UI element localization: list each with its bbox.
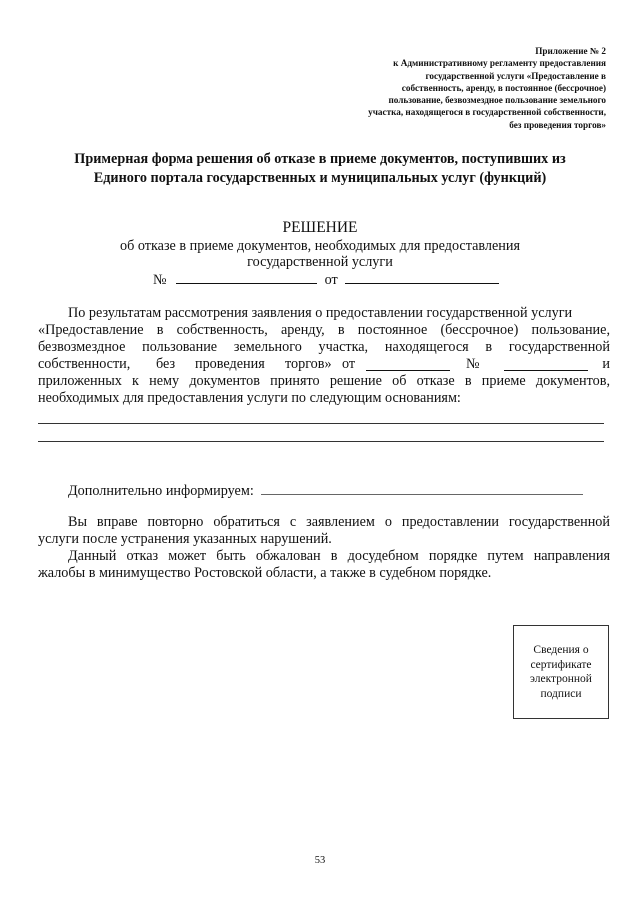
rights-line: Вы вправе повторно обратиться с заявлением о предоставлении государственной (68, 514, 610, 530)
form-title-line: Примерная форма решения об отказе в приеме документов, поступивших из (74, 151, 566, 167)
appendix-line: государственной услуги «Предоставление в (425, 70, 606, 81)
word: проведения (195, 356, 265, 372)
date-label: от (324, 272, 338, 288)
main-paragraph-line-with-fields (38, 356, 610, 373)
word: торгов» (285, 356, 332, 372)
decision-number-line (153, 271, 499, 288)
main-paragraph-line: необходимых для предоставления услуги по следующим основаниям: (38, 390, 461, 406)
main-paragraph-line: По результатам рассмотрения заявления о предоставлении государственной услуги (68, 305, 573, 321)
form-title (40, 150, 600, 188)
signature-box-line: Сведения о (533, 644, 589, 656)
decision-title: РЕШЕНИЕ (282, 219, 358, 236)
main-paragraph-line: безвозмездное пользование земельного участка, находящегося в государственной (38, 339, 610, 355)
form-title-line: Единого портала государственных и муниципальных услуг (функций) (93, 170, 547, 186)
decision-date-field[interactable] (345, 271, 499, 284)
additional-info-field[interactable] (261, 482, 583, 495)
appendix-line: Приложение № 2 (535, 46, 606, 56)
word: от (342, 356, 356, 372)
additional-info-line (68, 482, 583, 499)
main-paragraph (38, 305, 610, 407)
number-sign: № (466, 356, 480, 372)
application-date-field[interactable] (366, 358, 450, 371)
decision-subtitle-line: государственной услуги (247, 254, 393, 270)
decision-subtitle (60, 238, 580, 270)
reasons-line[interactable] (38, 441, 604, 442)
additional-info-label: Дополнительно информируем: (68, 483, 254, 499)
appendix-line: без проведения торгов» (509, 119, 606, 130)
reasons-line[interactable] (38, 423, 604, 424)
number-label: № (153, 272, 167, 288)
signature-box-line: подписи (540, 687, 582, 700)
rights-paragraph (38, 514, 610, 582)
appendix-line: пользование, безвозмездное пользование земельного (388, 95, 606, 106)
signature-box-line: электронной (530, 673, 592, 685)
main-paragraph-line: приложенных к нему документов принято решение об отказе в приеме документов, (38, 373, 610, 389)
decision-subtitle-line: об отказе в приеме документов, необходимых для предоставления (120, 238, 520, 254)
rights-line: Данный отказ может быть обжалован в досудебном порядке путем направления (68, 548, 610, 564)
page-number: 53 (314, 855, 326, 866)
appendix-line: участка, находящегося в государственной собственности, (368, 107, 606, 118)
appendix-line: собственность, аренду, в постоянное (бессрочное) (401, 82, 606, 93)
main-paragraph-line: «Предоставление в собственность, аренду, в постоянное (бессрочное) пользование, (38, 322, 610, 338)
appendix-line: к Административному регламенту предоставления (393, 58, 606, 69)
signature-box-line: сертификате (530, 658, 592, 671)
rights-line: услуги после устранения указанных нарушений. (38, 531, 332, 547)
application-number-field[interactable] (504, 358, 588, 371)
word: и (602, 356, 610, 372)
decision-number-field[interactable] (176, 271, 317, 284)
appendix-header (276, 45, 606, 131)
rights-line: жалобы в минимущество Ростовской области, а также в судебном порядке. (38, 565, 492, 581)
word: без (156, 356, 176, 372)
signature-certificate-box (513, 625, 609, 719)
word: собственности, (38, 356, 131, 372)
